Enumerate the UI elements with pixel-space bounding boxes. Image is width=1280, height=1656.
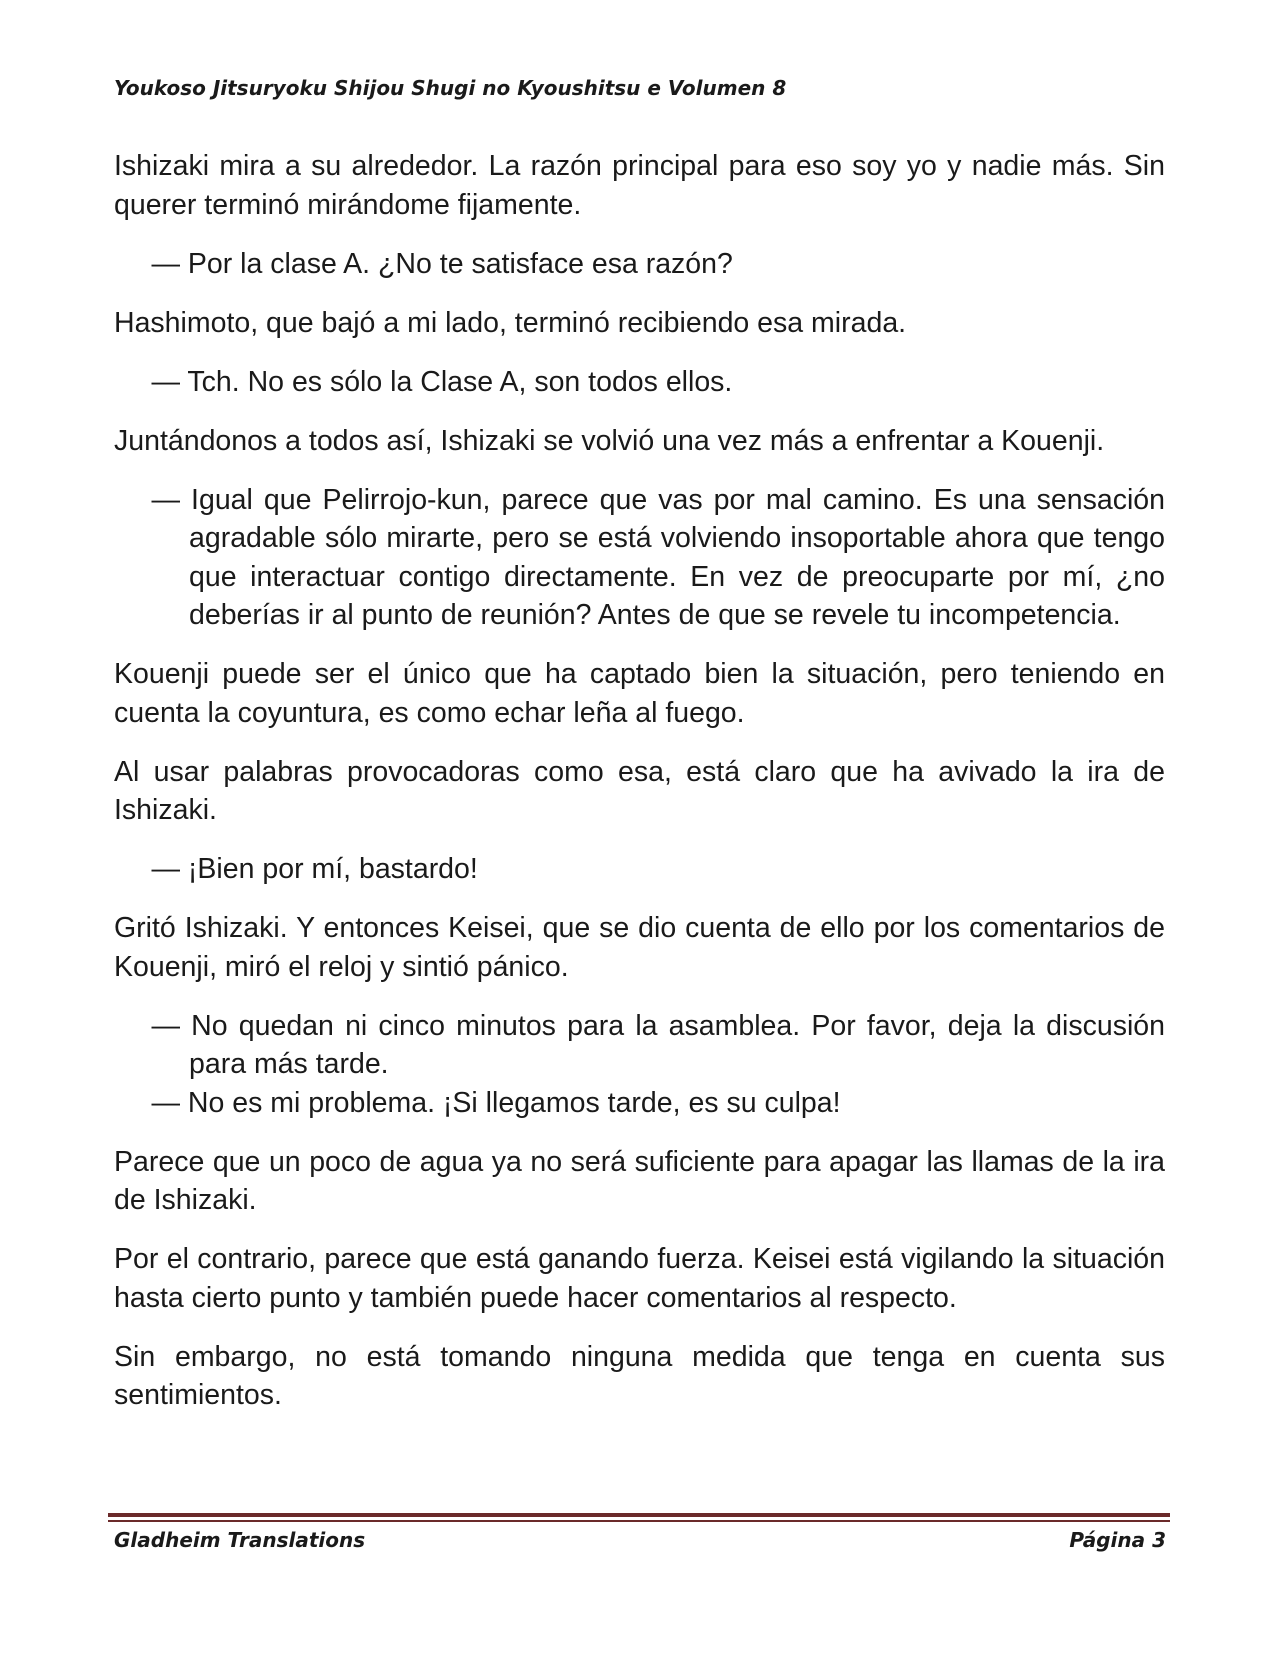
paragraph: Sin embargo, no está tomando ninguna medida que tenga en cuenta sus sentimientos. — [114, 1340, 1165, 1411]
paragraph: Hashimoto, que bajó a mi lado, terminó recibiendo esa mirada. — [114, 306, 907, 339]
dialogue-line: — Igual que Pelirrojo-kun, parece que vas por mal camino. Es una sensación agradable sólo mirarte, pero se está volviendo insoportable ahora que tengo que interactuar contigo directamente. En vez de preocuparte por mí, ¿no deberías ir al punto de reunión? Antes de que se revele tu incompetencia. — [151, 483, 1165, 631]
dialogue-group — [114, 850, 1165, 889]
page-number: Página 3 — [1069, 1528, 1166, 1552]
footer-rule-thick — [108, 1513, 1170, 1517]
dialogue-group — [114, 481, 1165, 635]
paragraph: Juntándonos a todos así, Ishizaki se volvió una vez más a enfrentar a Kouenji. — [114, 424, 1105, 457]
paragraph: Al usar palabras provocadoras como esa, está claro que ha avivado la ira de Ishizaki. — [114, 755, 1165, 826]
paragraph: Kouenji puede ser el único que ha captado bien la situación, pero teniendo en cuenta la coyuntura, es como echar leña al fuego. — [114, 658, 1165, 729]
page-body — [114, 147, 1165, 1435]
dialogue-group — [114, 245, 1165, 284]
dialogue-line: — No quedan ni cinco minutos para la asamblea. Por favor, deja la discusión para más tarde. — [151, 1009, 1165, 1080]
running-header: Youkoso Jitsuryoku Shijou Shugi no Kyoushitsu e Volumen 8 — [114, 76, 787, 100]
dialogue-line: — Por la clase A. ¿No te satisface esa razón? — [151, 247, 733, 280]
paragraph: Gritó Ishizaki. Y entonces Keisei, que se dio cuenta de ello por los comentarios de Kouenji, miró el reloj y sintió pánico. — [114, 912, 1165, 983]
paragraph: Parece que un poco de agua ya no será suficiente para apagar las llamas de la ira de Ishizaki. — [114, 1145, 1165, 1216]
paragraph: Ishizaki mira a su alrededor. La razón principal para eso soy yo y nadie más. Sin querer terminó mirándome fijamente. — [114, 150, 1165, 221]
dialogue-group — [114, 363, 1165, 402]
paragraph: Por el contrario, parece que está ganando fuerza. Keisei está vigilando la situación hasta cierto punto y también puede hacer comentarios al respecto. — [114, 1243, 1165, 1314]
footer-translator: Gladheim Translations — [114, 1528, 366, 1552]
dialogue-line: — ¡Bien por mí, bastardo! — [151, 853, 478, 885]
dialogue-line: — Tch. No es sólo la Clase A, son todos ellos. — [151, 365, 733, 398]
footer-rule-thin — [108, 1520, 1170, 1522]
dialogue-group — [114, 1007, 1165, 1123]
dialogue-line: — No es mi problema. ¡Si llegamos tarde, es su culpa! — [151, 1086, 841, 1119]
